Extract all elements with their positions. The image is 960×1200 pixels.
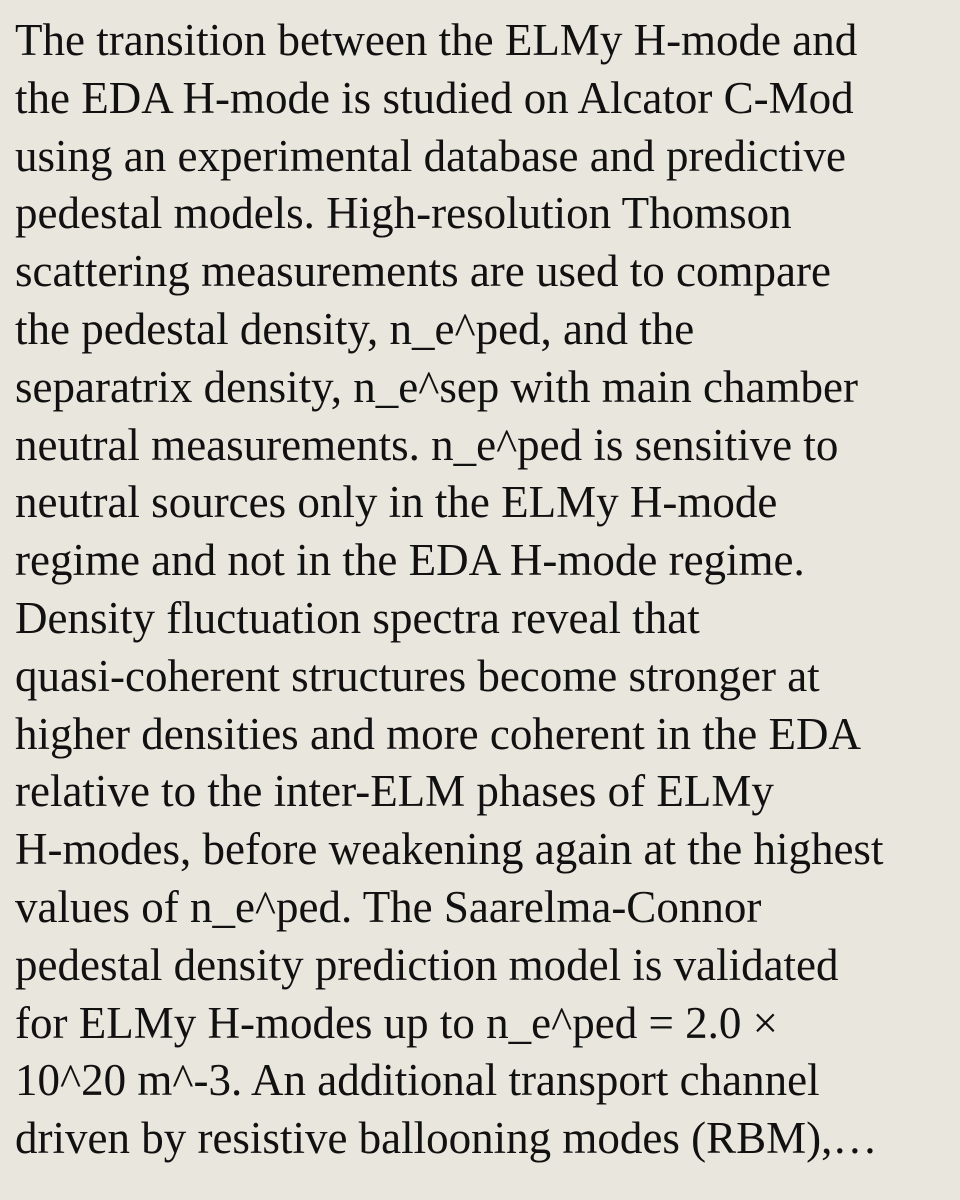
text-line: 10^20 m^-3. An additional transport channel bbox=[15, 1055, 820, 1106]
text-line: scattering measurements are used to compare bbox=[15, 246, 831, 297]
text-line: regime and not in the EDA H-mode regime. bbox=[15, 535, 805, 586]
text-line: neutral sources only in the ELMy H-mode bbox=[15, 477, 778, 528]
text-line: driven by resistive ballooning modes (RBM),… bbox=[15, 1113, 878, 1164]
text-line: The transition between the ELMy H-mode and bbox=[15, 15, 858, 65]
text-line: separatrix density, n_e^sep with main chamber bbox=[15, 361, 858, 412]
abstract-text bbox=[15, 12, 955, 1168]
text-line: the EDA H-mode is studied on Alcator C-Mod bbox=[15, 72, 854, 123]
text-line: relative to the inter-ELM phases of ELMy bbox=[15, 766, 774, 817]
text-line: for ELMy H-modes up to n_e^ped = 2.0 × bbox=[15, 997, 779, 1048]
text-line: the pedestal density, n_e^ped, and the bbox=[15, 303, 695, 354]
text-line: Density fluctuation spectra reveal that bbox=[15, 592, 700, 643]
text-line: using an experimental database and predictive bbox=[15, 130, 846, 181]
text-line: neutral measurements. n_e^ped is sensitive to bbox=[15, 419, 839, 470]
text-line: pedestal models. High-resolution Thomson bbox=[15, 188, 792, 239]
text-line: H-modes, before weakening again at the highest bbox=[15, 824, 884, 875]
text-line: quasi-coherent structures become stronger at bbox=[15, 650, 820, 701]
text-line: pedestal density prediction model is validated bbox=[15, 939, 839, 990]
text-line: higher densities and more coherent in the EDA bbox=[15, 708, 861, 759]
text-line: values of n_e^ped. The Saarelma-Connor bbox=[15, 881, 762, 932]
